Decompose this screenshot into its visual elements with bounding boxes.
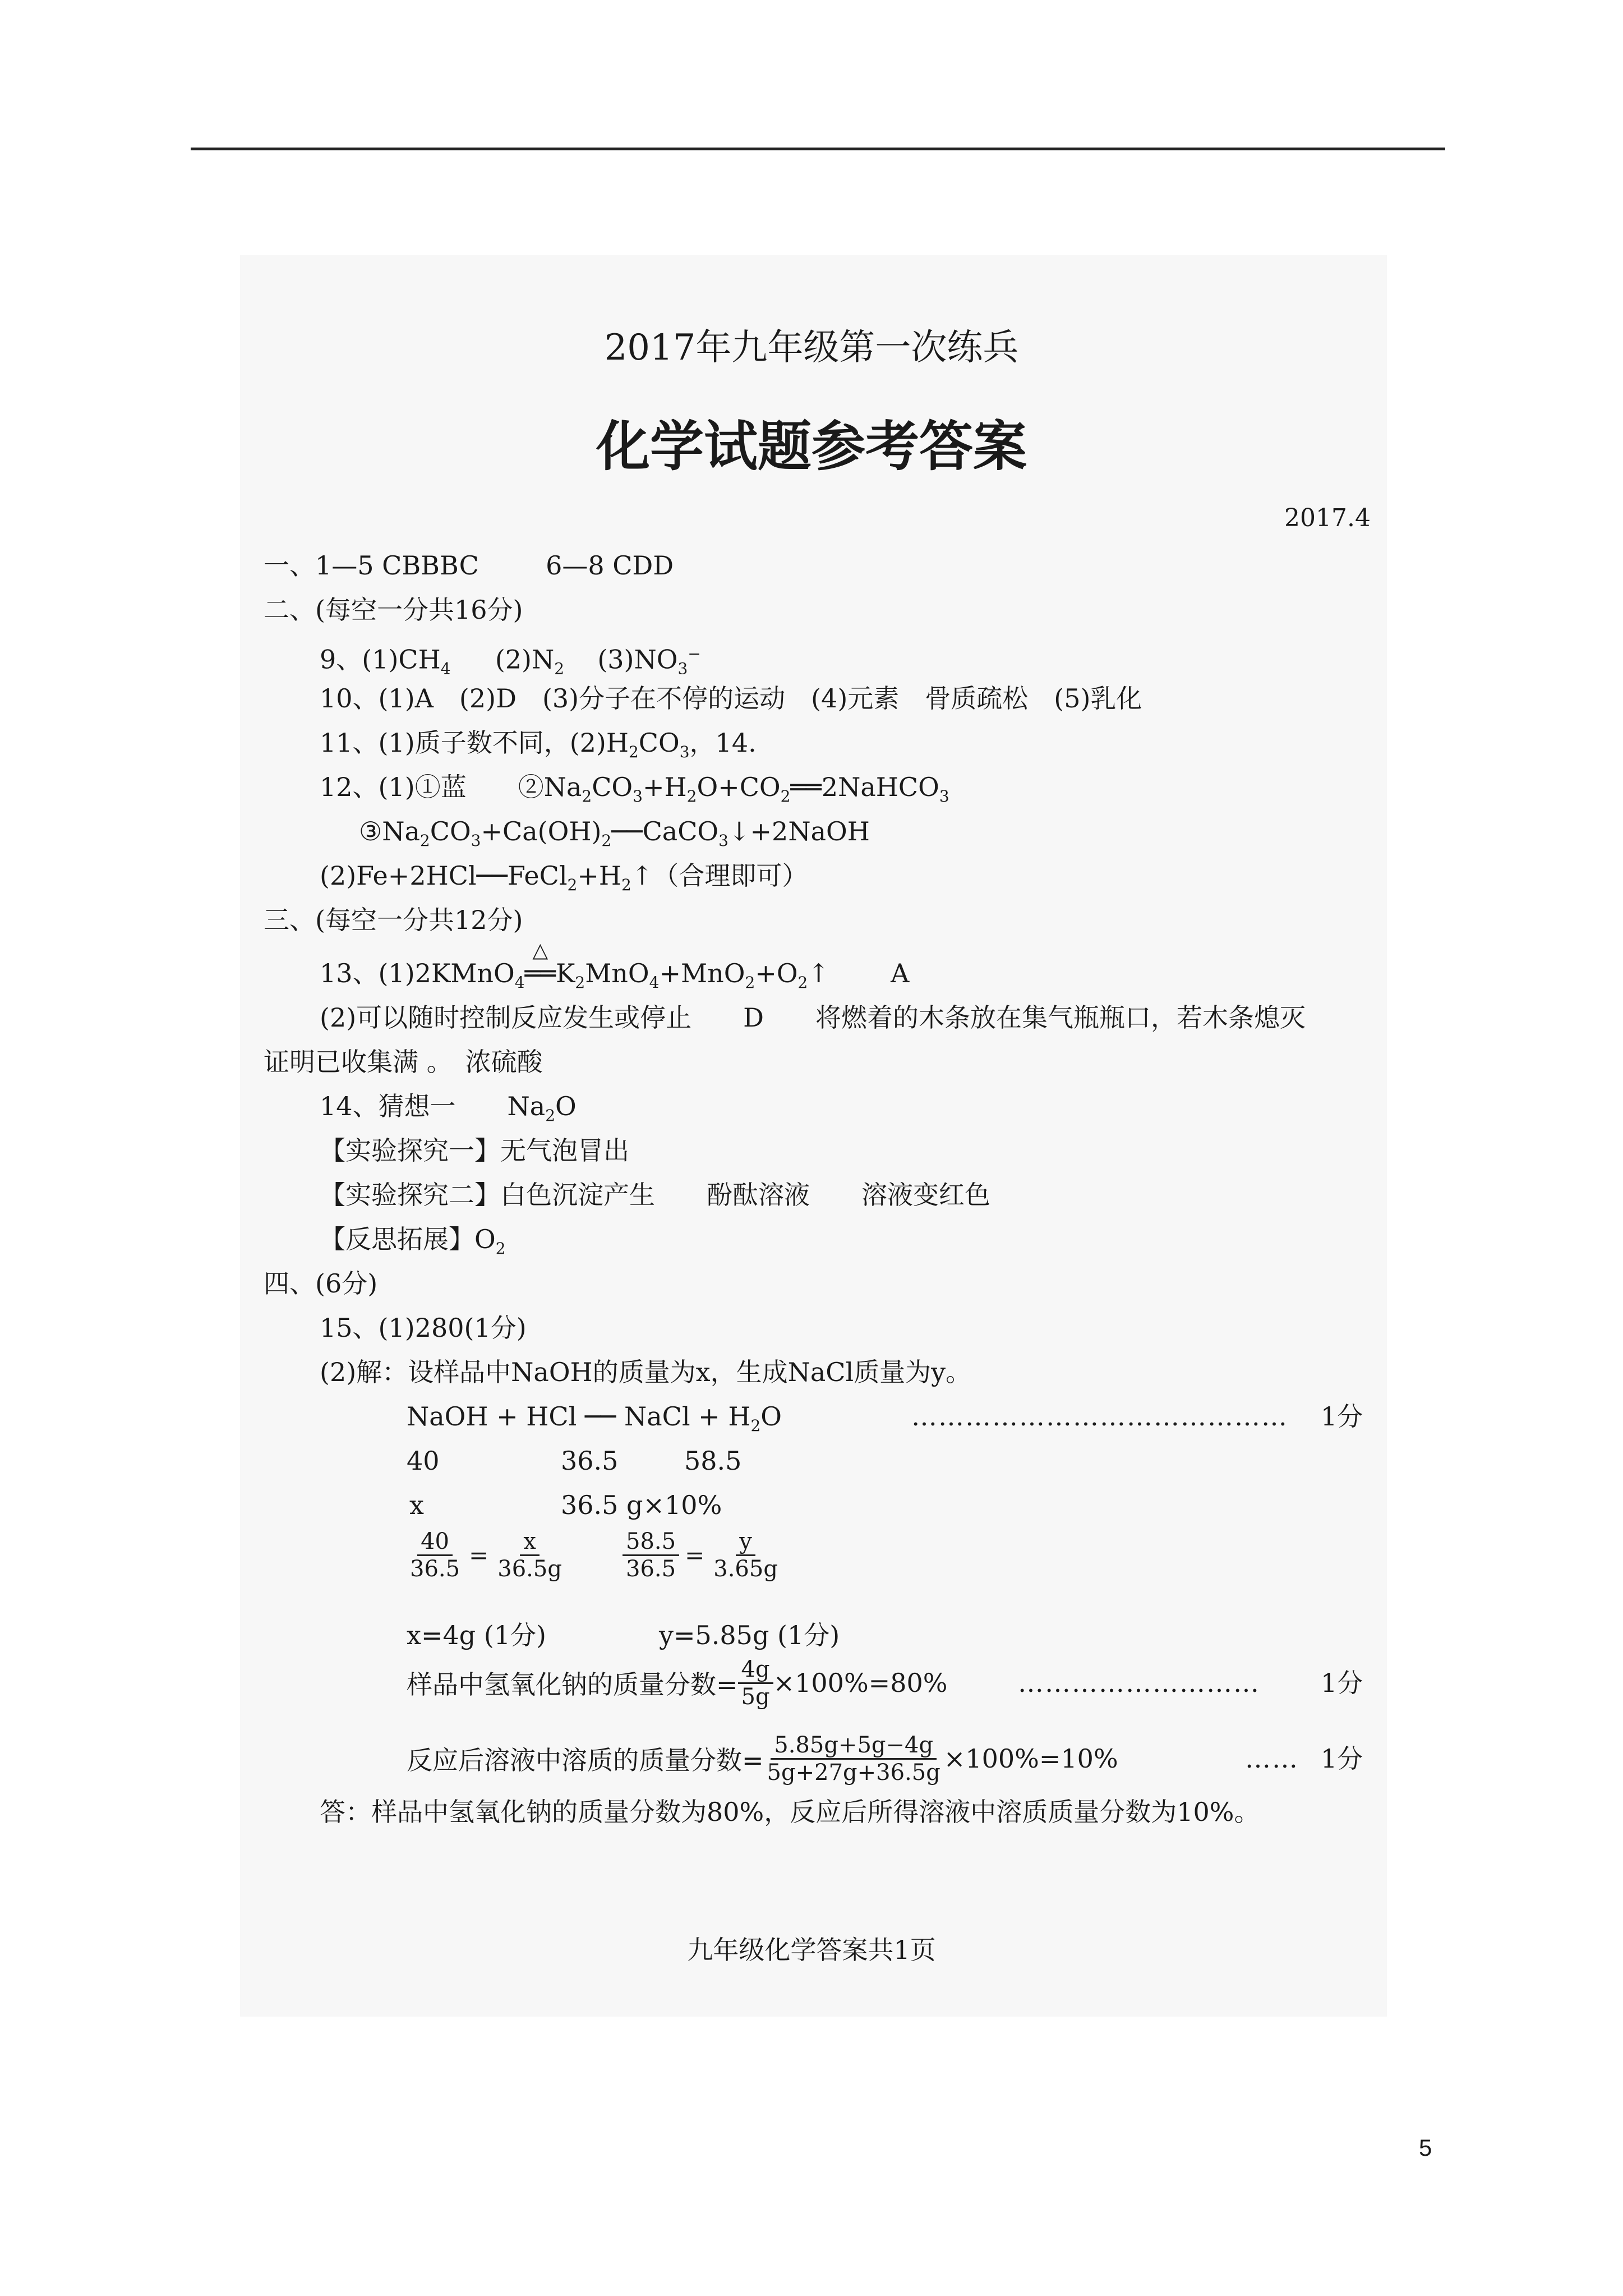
q12a-s3: 2 (686, 787, 697, 806)
q12b-s3: 2 (601, 831, 612, 850)
hcl-amount: 36.5 g×10% (561, 1490, 722, 1520)
q11-part3: ，14. (689, 728, 757, 758)
q13-answer-c: 证明已收集满 。 浓硫酸 (264, 1047, 543, 1077)
mass1-score: 1分 (1321, 1668, 1363, 1698)
q13a-p2: K (555, 958, 575, 988)
q12b-s2: 3 (471, 831, 481, 850)
equation-sub: 2 (750, 1416, 761, 1435)
q12b-p1: ③Na (359, 816, 420, 846)
q12a-s1: 2 (582, 787, 592, 806)
q13a-s4: 2 (745, 973, 755, 992)
solution-mass-fraction (407, 1725, 1118, 1792)
q14-answer-b: 【实验探究一】无气泡冒出 (320, 1135, 629, 1166)
q14a-p1: 14、猜想一 Na (320, 1091, 546, 1121)
header-rule (191, 148, 1445, 150)
section1-part-a: 一、1—5 CBBBC (264, 550, 479, 581)
q12c-p1: (2)Fe+2HCl──FeCl (320, 861, 568, 891)
mass2-denominator: 5g+27g+36.5g (767, 1759, 940, 1786)
q12b-p3: +Ca(OH) (481, 816, 602, 846)
q13a-p6: ↑ (808, 958, 829, 988)
q13a-p1: 13、(1)2KMnO (320, 958, 515, 988)
q12-answer-b (359, 815, 870, 858)
q13a-p4: +MnO (659, 958, 745, 988)
mass1-numerator: 4g (738, 1657, 773, 1684)
ratio-equation-x (407, 1529, 565, 1582)
ratio1-denominator1: 36.5 (410, 1556, 460, 1582)
q12c-s2: 2 (621, 876, 631, 895)
solution-x: x=4g (1分) (407, 1620, 546, 1650)
mass-hcl: 36.5 (561, 1446, 619, 1476)
q13a-s5: 2 (797, 973, 808, 992)
exam-title: 2017年九年级第一次练兵 (604, 327, 1019, 369)
q12b-p4: ──CaCO (611, 816, 719, 846)
q14d-s1: 2 (495, 1239, 506, 1258)
reaction-equation (407, 1400, 782, 1443)
q12-answer-a (320, 770, 949, 813)
q12b-s4: 3 (718, 831, 728, 850)
heating-triangle-icon: △ (532, 939, 548, 962)
ratio1-numerator2: x (520, 1529, 540, 1556)
q13a-s1: 4 (514, 973, 525, 992)
ratio2-numerator1: 58.5 (623, 1529, 679, 1556)
ratio1-equals: = (469, 1542, 489, 1569)
q13a-s2: 2 (575, 973, 585, 992)
q12c-p3: ↑（合理即可） (631, 861, 808, 891)
q9-sub3: 3 (677, 659, 688, 678)
ratio1-numerator1: 40 (417, 1529, 453, 1556)
mass1-leader-dots: ……………………… (1018, 1668, 1260, 1698)
mass2-label: 反应后溶液中溶质的质量分数= (407, 1745, 764, 1775)
q9-part3: (3)NO (597, 644, 678, 675)
solution-y: y=5.85g (1分) (659, 1620, 840, 1650)
q13a-p3: MnO (585, 958, 649, 988)
q14-answer-d (320, 1222, 506, 1266)
q11-sub1: 2 (628, 743, 639, 762)
q12a-p5: ══2NaHCO (790, 772, 939, 802)
equation-text: NaOH + HCl ── NaCl + H (407, 1401, 751, 1432)
q13a-arrow: ══ (524, 958, 556, 988)
q14-answer-a (320, 1089, 577, 1133)
q9-part2: (2)N (495, 644, 555, 675)
q15-answer-b: (2)解：设样品中NaOH的质量为x，生成NaCl质量为y。 (320, 1357, 972, 1387)
q9-part1: 9、(1)CH (320, 644, 441, 675)
section1-answers (264, 549, 674, 582)
mass-naoh: 40 (407, 1446, 440, 1476)
mass1-result: ×100%=80% (773, 1668, 948, 1698)
q13a-s3: 4 (649, 973, 660, 992)
equation-leader-dots: …………………………………… (911, 1401, 1288, 1432)
q14a-p2: O (555, 1091, 577, 1121)
section2-heading: 二、(每空一分共16分) (264, 595, 523, 625)
mass2-result: ×100%=10% (943, 1743, 1118, 1774)
q13-answer-a (320, 939, 910, 1000)
q13a-answer-letter: A (891, 958, 910, 988)
mass-nacl: 58.5 (684, 1446, 742, 1476)
mass2-leader-dots: …… (1245, 1743, 1299, 1774)
heating-condition-arrow (524, 939, 556, 990)
final-answer: 答：样品中氢氧化钠的质量分数为80%，反应后所得溶液中溶质质量分数为10%。 (320, 1797, 1260, 1827)
equation-score: 1分 (1321, 1401, 1363, 1432)
q14d-p1: 【反思拓展】O (320, 1224, 496, 1254)
q15-answer-a: 15、(1)280(1分) (320, 1313, 527, 1343)
q9-sub2: 2 (554, 659, 565, 678)
equation-tail: O (760, 1401, 782, 1432)
q11-sub2: 3 (679, 743, 690, 762)
q12a-s2: 3 (633, 787, 643, 806)
q9-answer (320, 637, 701, 686)
q12b-p2: CO (430, 816, 471, 846)
section4-heading: 四、(6分) (264, 1268, 378, 1299)
q12c-s1: 2 (567, 876, 578, 895)
document-date: 2017.4 (1284, 504, 1371, 532)
q9-sub1: 4 (440, 659, 451, 678)
section3-heading: 三、(每空一分共12分) (264, 905, 523, 935)
q12a-s4: 2 (780, 787, 791, 806)
q12a-p3: +H (642, 772, 687, 802)
answer-sheet-footer: 九年级化学答案共1页 (687, 1935, 936, 1965)
naoh-mass-fraction (407, 1652, 947, 1714)
q12a-p1: 12、(1)①蓝 ②Na (320, 772, 582, 802)
ratio2-denominator1: 36.5 (626, 1556, 676, 1582)
q14a-s1: 2 (545, 1106, 556, 1125)
q12c-p2: +H (577, 861, 622, 891)
q11-answer (320, 726, 757, 769)
q9-sup3: − (688, 645, 701, 663)
q14-answer-c: 【实验探究二】白色沉淀产生 酚酞溶液 溶液变红色 (320, 1180, 990, 1210)
q13-answer-b: (2)可以随时控制反应发生或停止 D 将燃着的木条放在集气瓶瓶口，若木条熄灭 (320, 1002, 1306, 1033)
section1-part-b: 6—8 CDD (546, 550, 674, 581)
q12a-p4: O+CO (697, 772, 781, 802)
ratio1-denominator2: 36.5g (497, 1556, 562, 1582)
q10-answer: 10、(1)A (2)D (3)分子在不停的运动 (4)元素 骨质疏松 (5)乳化 (320, 683, 1142, 714)
q12b-s1: 2 (419, 831, 430, 850)
q13a-p5: +O (755, 958, 798, 988)
q12-answer-c (320, 859, 808, 902)
q12a-s5: 3 (939, 787, 949, 806)
q12b-p5: ↓+2NaOH (728, 816, 870, 846)
mass1-denominator: 5g (741, 1683, 770, 1710)
mass2-numerator: 5.85g+5g−4g (771, 1732, 937, 1760)
q11-part1: 11、(1)质子数不同，(2)H (320, 728, 629, 758)
q12a-p2: CO (592, 772, 633, 802)
ratio2-denominator2: 3.65g (713, 1556, 778, 1582)
ratio-equation-y (623, 1529, 781, 1582)
mass2-score: 1分 (1321, 1743, 1363, 1774)
document-heading: 化学试题参考答案 (596, 415, 1027, 478)
ratio2-equals: = (685, 1542, 705, 1569)
ratio2-numerator2: y (736, 1529, 755, 1556)
q11-part2: CO (638, 728, 680, 758)
mass1-label: 样品中氢氧化钠的质量分数= (407, 1669, 738, 1700)
page-number: 5 (1419, 2134, 1432, 2161)
unknown-x: x (409, 1490, 424, 1520)
